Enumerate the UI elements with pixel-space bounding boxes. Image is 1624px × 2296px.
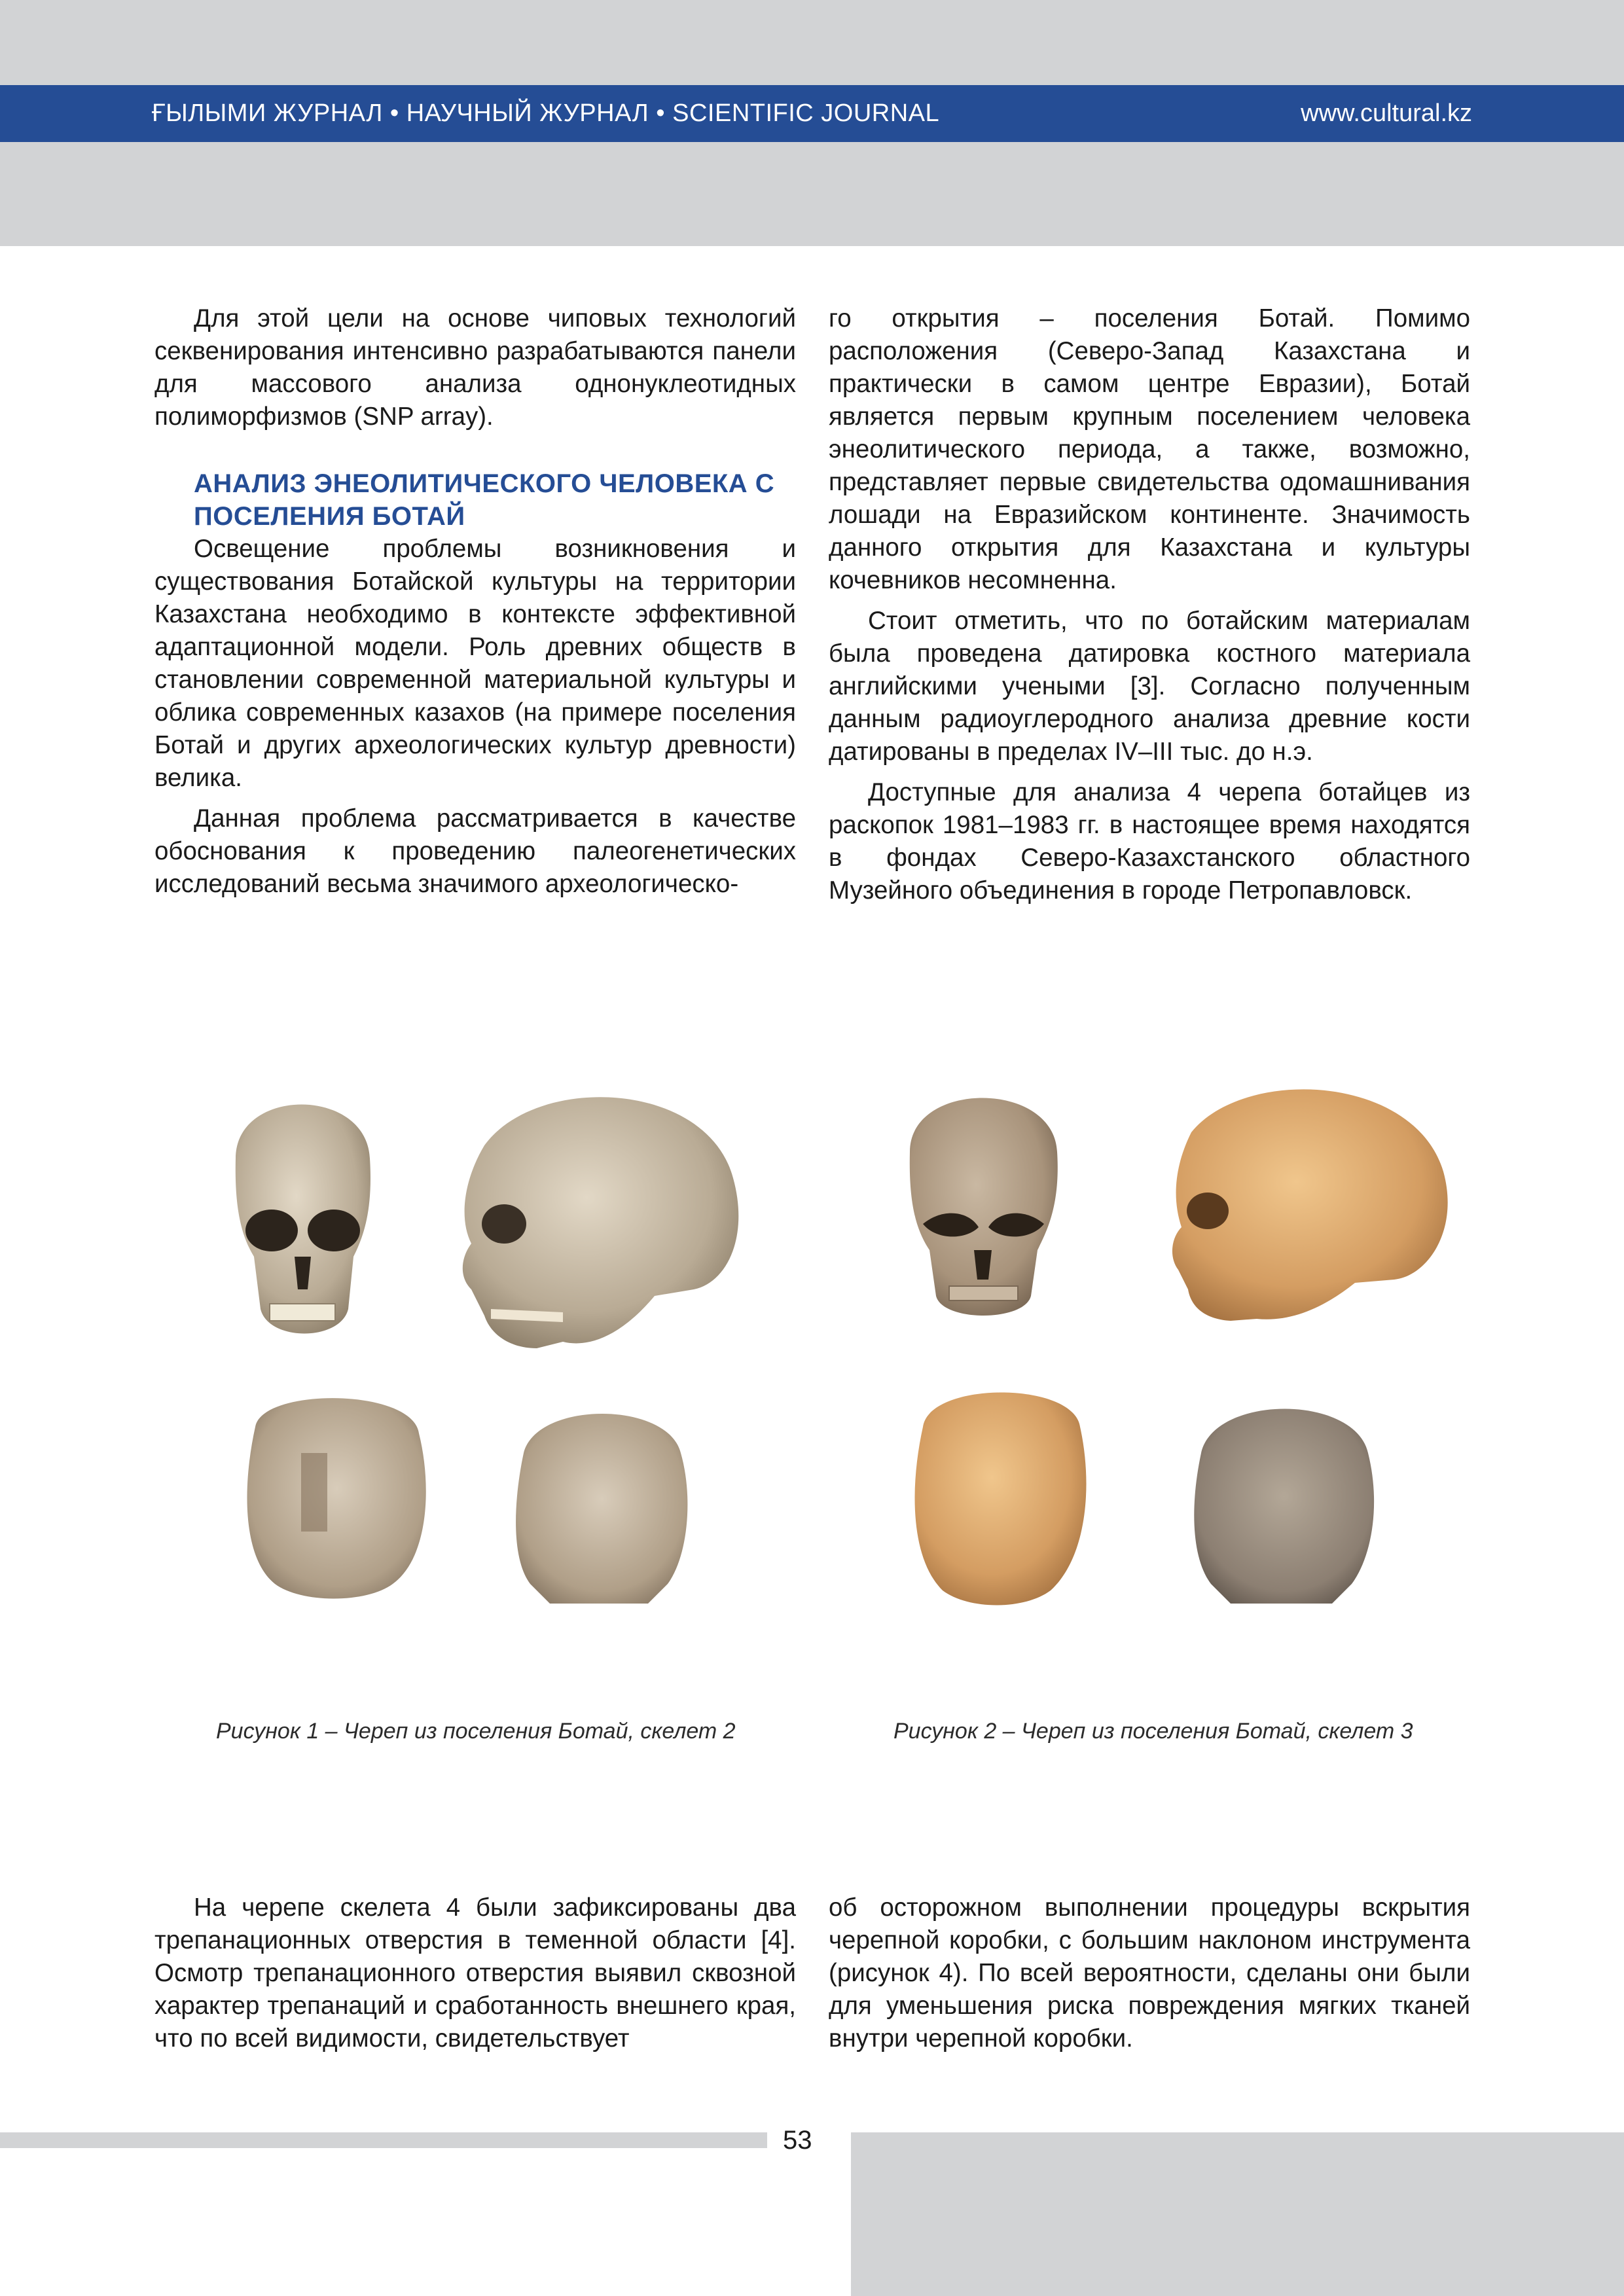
paragraph: Освещение проблемы возникновения и существования Ботайской культуры на территории Казахстана необходимо в контексте эффективной адаптационной модели. Роль древних обществ в становлении современной материальной культуры и облика современных казахов (на примере поселения Ботай и других археологических культур древности) велика. (154, 535, 796, 792)
footer-bar-left (0, 2132, 767, 2148)
paragraph: Доступные для анализа 4 черепа ботайцев из раскопок 1981–1983 гг. в настоящее время находятся в фондах Северо-Казахстанского областного Музейного объединения в городе Петропавловск. (829, 778, 1470, 905)
skull-superior-view (915, 1393, 1087, 1605)
journal-title: ҒЫЛЫМИ ЖУРНАЛ • НАУЧНЫЙ ЖУРНАЛ • SCIENTIFIC JOURNAL (152, 99, 940, 127)
left-column-bottom (154, 1892, 796, 2055)
paragraph: Для этой цели на основе чиповых технологий секвенирования интенсивно разрабатываются панели для массового анализа однонуклеотидных полиморфизмов (SNP array). (154, 304, 796, 431)
figure-2-caption: Рисунок 2 – Череп из поселения Ботай, скелет 3 (893, 1719, 1413, 1744)
skull-front-view (910, 1098, 1058, 1316)
skull-posterior-view (1194, 1409, 1374, 1604)
skull-lateral-view (463, 1097, 738, 1348)
paragraph: Стоит отметить, что по ботайским материалам была проведена датировка костного материала английскими учеными [3]. Согласно полученным данным радиоуглеродного анализа древние кости датированы в пределах IV–III тыс. до н.э. (829, 607, 1470, 766)
figure-2-skull-photos (851, 1060, 1479, 1702)
journal-website[interactable]: www.cultural.kz (1301, 99, 1472, 127)
figure-1-skull-photos (196, 1060, 785, 1702)
skull-posterior-view (516, 1414, 687, 1604)
skull-superior-view (247, 1398, 426, 1598)
paragraph: об осторожном выполнении процедуры вскрытия черепной коробки, с большим наклоном инструмента (рисунок 4). По всей вероятности, сделаны они были для уменьшения риска повреждения мягких тканей внутри черепной коробки. (829, 1893, 1470, 2053)
paragraph: На черепе скелета 4 были зафиксированы два трепанационных отверстия в теменной области [4]. Осмотр трепанационного отверстия выявил сквозной характер трепанаций и сработанность внешнего края, что по всей видимости, свидетельствует (154, 1893, 796, 2053)
footer-block-right (851, 2132, 1624, 2296)
skull-front-view (236, 1105, 370, 1334)
right-column-top (829, 302, 1470, 907)
paragraph: го открытия – поселения Ботай. Помимо расположения (Северо-Запад Казахстана и практически в самом центре Евразии), Ботай является первым крупным поселением человека энеолитического периода, а также, возможно, представляет первые свидетельства одомашнивания лошади на Евразийском континенте. Значимость данного открытия для Казахстана и культуры кочевников несомненна. (829, 304, 1470, 594)
figure-1-caption: Рисунок 1 – Череп из поселения Ботай, скелет 2 (216, 1719, 736, 1744)
section-heading: АНАЛИЗ ЭНЕОЛИТИЧЕСКОГО ЧЕЛОВЕКА С ПОСЕЛЕНИЯ БОТАЙ (194, 469, 775, 531)
left-column-top (154, 302, 796, 901)
right-column-bottom (829, 1892, 1470, 2055)
paragraph: Данная проблема рассматривается в качестве обоснования к проведению палеогенетических исследований весьма значимого археологическо- (154, 804, 796, 898)
skull-lateral-view (1172, 1089, 1448, 1321)
page-number: 53 (783, 2126, 812, 2155)
journal-banner (0, 85, 1624, 142)
